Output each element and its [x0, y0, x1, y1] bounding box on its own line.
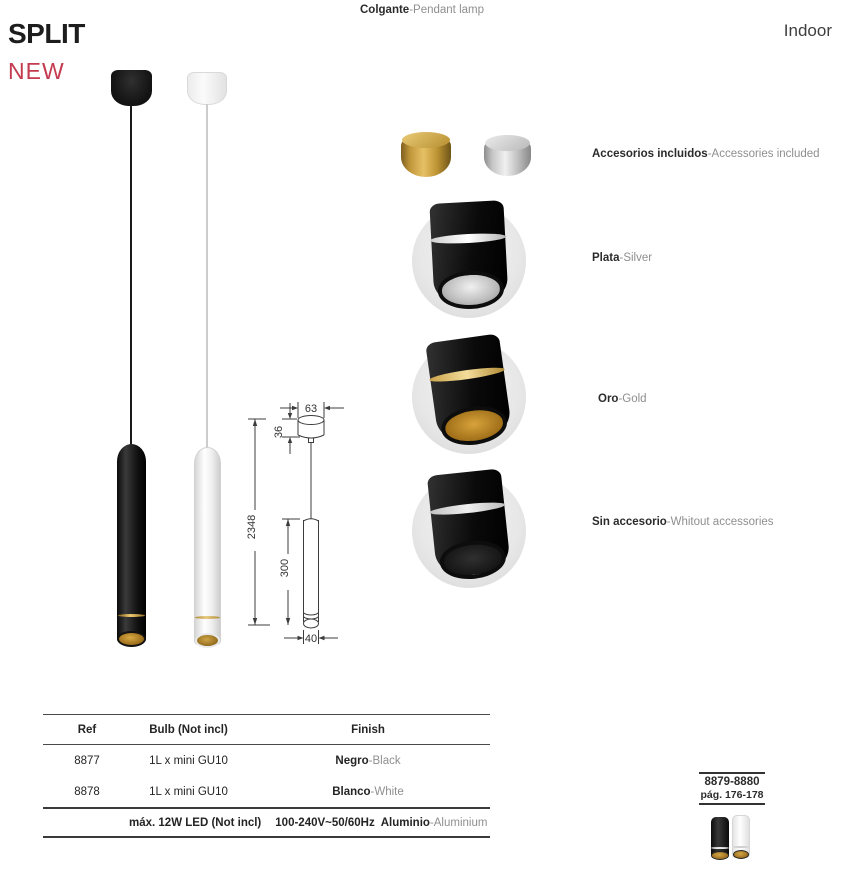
finish-gold-es: Oro: [598, 393, 619, 405]
gold-trim-ring: [195, 616, 220, 619]
white-pendant-cable-image: [206, 104, 208, 448]
finish-es: Negro: [335, 754, 369, 767]
finish-none-es: Sin accesorio: [592, 516, 667, 528]
related-white-lamp-thumbnail: [732, 815, 750, 858]
accessories-included-en: -Accessories included: [707, 148, 820, 160]
page-title: SPLIT: [8, 18, 85, 49]
gold-ring-accessory-image: [401, 133, 451, 177]
gold-cap: [711, 851, 729, 860]
cell-ref: 8877: [74, 754, 100, 767]
gold-finish-photo: [412, 340, 526, 454]
col-header-finish: Finish: [351, 723, 385, 736]
white-pendant-tube-image: [194, 447, 221, 645]
dim-tube-diameter: 40: [304, 633, 318, 645]
max-power: máx. 12W LED (Not incl): [129, 816, 262, 829]
no-accessory-photo: [412, 474, 526, 588]
cell-finish: [246, 786, 490, 798]
cell-ref: 8878: [74, 785, 100, 798]
related-black-lamp-thumbnail: [711, 817, 729, 858]
finish-en: -White: [370, 785, 404, 798]
usage-label: Indoor: [783, 21, 832, 40]
white-pendant-canopy-image: [187, 72, 227, 105]
black-pendant-canopy-image: [111, 70, 152, 106]
accessories-included-es: Accesorios incluidos: [592, 148, 708, 160]
category-en: -Pendant lamp: [409, 4, 484, 16]
gold-cap: [733, 850, 749, 859]
dimension-drawing: [240, 392, 350, 654]
silver-ring-top: [485, 135, 530, 151]
black-pendant-cable-image: [130, 105, 132, 445]
spec-table: [43, 714, 490, 838]
voltage: 100-240V~50/60Hz: [275, 816, 375, 829]
gold-trim-ring: [118, 614, 145, 617]
cylinder-plain: [427, 468, 511, 577]
cylinder-silver: [429, 200, 508, 306]
dim-total-height: 2348: [246, 514, 258, 540]
gold-ring-top: [402, 132, 450, 148]
cell-bulb: 1L x mini GU10: [149, 785, 228, 798]
related-refs: 8879-8880: [704, 776, 760, 788]
silver-ring-accessory-image: [484, 136, 531, 176]
finish-label-gold: [598, 393, 647, 405]
cell-finish: [246, 755, 490, 767]
trim-ring: [733, 846, 749, 848]
trim-ring: [711, 847, 729, 849]
related-pages: pág. 176-178: [700, 789, 764, 802]
material-en: -Aluminium: [429, 816, 488, 829]
cylinder-gold: [425, 333, 512, 444]
cell-bulb: 1L x mini GU10: [149, 754, 228, 767]
finish-es: Blanco: [332, 785, 371, 798]
gold-bottom-cap: [117, 631, 146, 647]
finish-label-silver: [592, 252, 652, 264]
table-row: [43, 745, 490, 776]
spec-table-footer: [43, 807, 490, 838]
accessories-included-label: [592, 148, 820, 160]
dim-canopy-diameter: 63: [304, 403, 318, 415]
silver-finish-photo: [412, 204, 526, 318]
gold-bottom-cap: [195, 633, 220, 648]
category-es: Colgante: [360, 4, 410, 16]
new-badge: NEW: [8, 58, 65, 84]
spec-table-header: [43, 715, 490, 745]
col-header-bulb: Bulb (Not incl): [149, 723, 228, 736]
table-row: [43, 776, 490, 807]
finish-label-none: [592, 516, 774, 528]
col-header-ref: Ref: [77, 723, 97, 736]
related-refs-box: [699, 772, 765, 805]
black-pendant-tube-image: [117, 444, 146, 643]
finish-silver-es: Plata: [592, 252, 620, 264]
finish-silver-en: -Silver: [619, 252, 653, 264]
finish-gold-en: -Gold: [618, 393, 647, 405]
dim-tube-height: 300: [279, 558, 291, 578]
dim-canopy-height: 36: [273, 425, 285, 439]
category-heading: [360, 4, 484, 16]
finish-none-en: -Whitout accessories: [666, 516, 774, 528]
material-es: Aluminio: [380, 816, 430, 829]
finish-en: -Black: [368, 754, 401, 767]
